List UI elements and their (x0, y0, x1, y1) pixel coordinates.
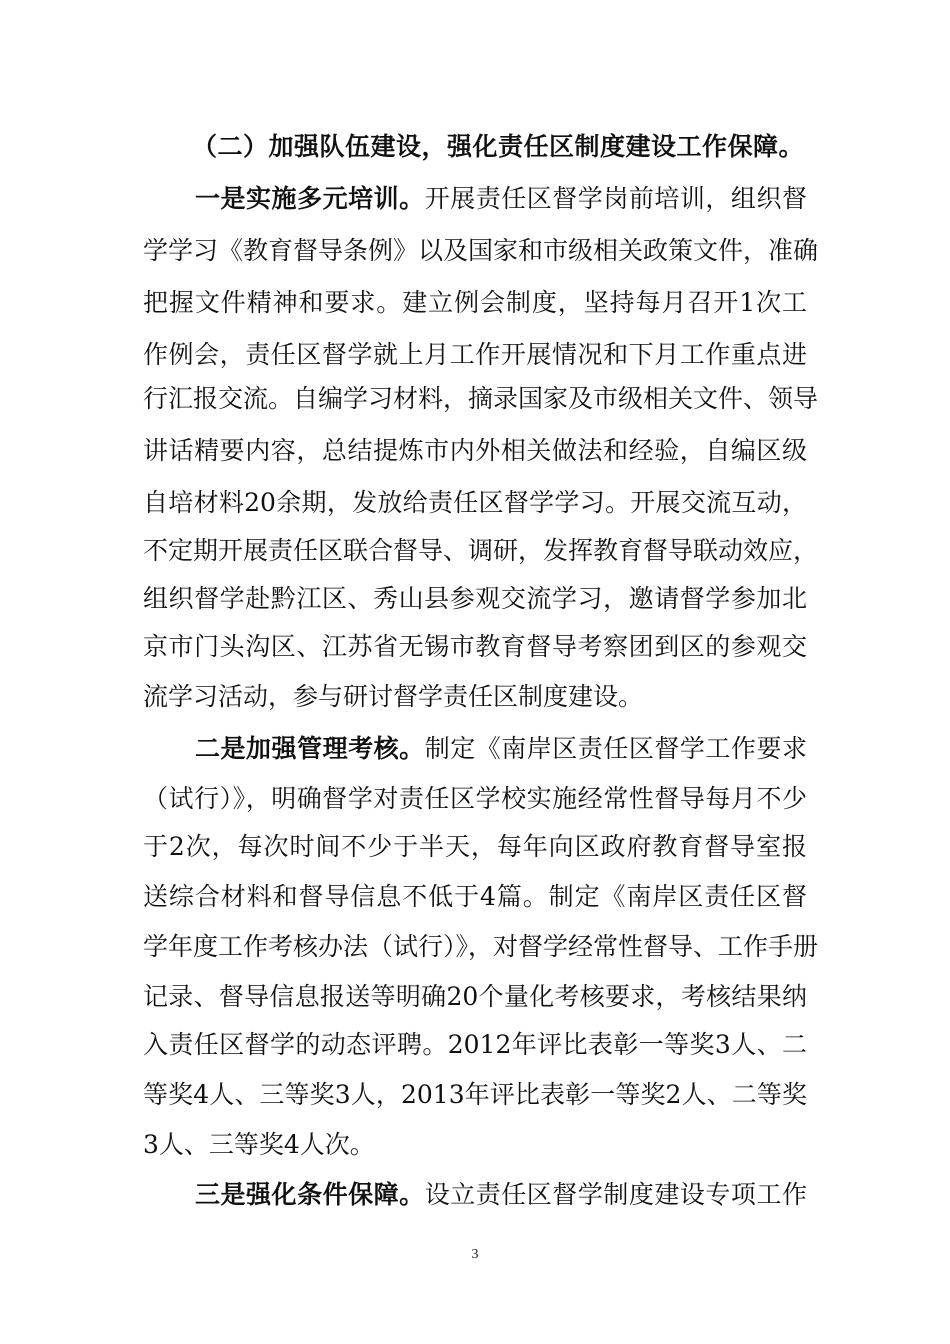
paragraph-1-first-line (195, 183, 807, 215)
paragraph-1-first-text: 开展责任区督学岗前培训，组织督 (424, 184, 807, 213)
paragraph-2-line: 等奖4人、三等奖3人，2013年评比表彰一等奖2人、二等奖 (143, 1080, 807, 1109)
paragraph-2-line: 入责任区督学的动态评聘。2012年评比表彰一等奖3人、二 (143, 1030, 807, 1059)
paragraph-2-first-line (195, 733, 807, 765)
paragraph-1-line: 把握文件精神和要求。建立例会制度，坚持每月召开1次工 (143, 288, 807, 317)
paragraph-1-line: 流学习活动，参与研讨督学责任区制度建设。 (143, 682, 644, 711)
paragraph-3-lead: 三是强化条件保障。 (195, 1180, 425, 1209)
paragraph-1-line: 作例会，责任区督学就上月工作开展情况和下月工作重点进 (143, 340, 807, 369)
paragraph-1-lead: 一是实施多元培训。 (195, 184, 425, 213)
paragraph-1-line: 讲话精要内容，总结提炼市内外相关做法和经验，自编区级 (143, 436, 807, 465)
paragraph-1-line: 学学习《教育督导条例》以及国家和市级相关政策文件，准确 (143, 236, 819, 265)
paragraph-2-lead: 二是加强管理考核。 (195, 734, 425, 763)
paragraph-2-line: 3人、三等奖4人次。 (143, 1130, 375, 1159)
paragraph-3-first-line (195, 1179, 807, 1211)
page-number: 3 (471, 1247, 479, 1262)
paragraph-2-line: 记录、督导信息报送等明确20个量化考核要求，考核结果纳 (143, 982, 807, 1011)
section-heading: （二）加强队伍建设，强化责任区制度建设工作保障。 (192, 132, 805, 161)
paragraph-1-line: 京市门头沟区、江苏省无锡市教育督导考察团到区的参观交 (143, 632, 807, 661)
paragraph-2-first-text: 制定《南岸区责任区督学工作要求 (424, 734, 807, 763)
paragraph-1-line: 行汇报交流。自编学习材料，摘录国家及市级相关文件、领导 (143, 384, 819, 413)
paragraph-2-line: 于2次，每次时间不少于半天，每年向区政府教育督导室报 (143, 832, 807, 861)
paragraph-1-line: 组织督学赴黔江区、秀山县参观交流学习，邀请督学参加北 (143, 584, 807, 613)
paragraph-3-first-text: 设立责任区督学制度建设专项工作 (424, 1180, 807, 1209)
paragraph-2-line: 送综合材料和督导信息不低于4篇。制定《南岸区责任区督 (143, 882, 807, 911)
paragraph-1-line: 自培材料20余期，发放给责任区督学学习。开展交流互动， (143, 488, 807, 517)
paragraph-1-line: 不定期开展责任区联合督导、调研，发挥教育督导联动效应， (143, 536, 819, 565)
paragraph-2-line: 学年度工作考核办法（试行）》，对督学经常性督导、工作手册 (143, 932, 819, 961)
paragraph-2-line: （试行）》，明确督学对责任区学校实施经常性督导每月不少 (143, 784, 807, 813)
